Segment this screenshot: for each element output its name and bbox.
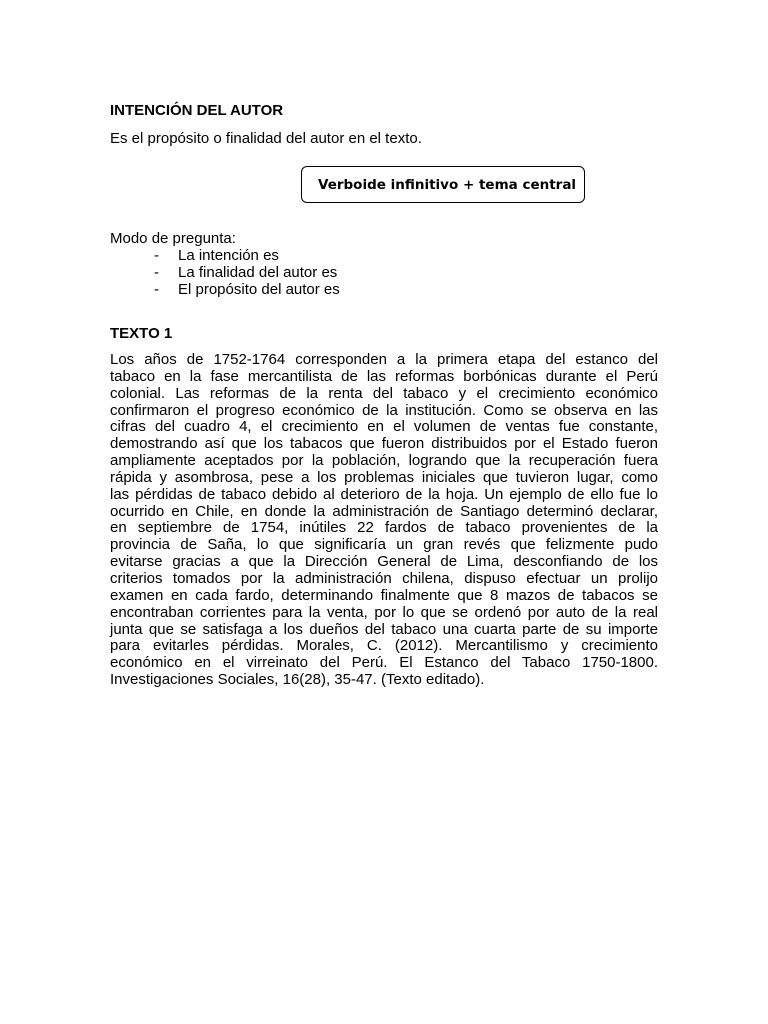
passage-line: cifras del cuadro 4, el crecimiento en el volumen de ventas fue constante, <box>110 418 658 436</box>
formula-box <box>301 166 585 203</box>
passage-line: rápida y asombrosa, pese a los problemas iniciales que tuvieron lugar, como <box>110 468 658 486</box>
passage-line: Los años de 1752-1764 corresponden a la primera etapa del estanco del <box>110 351 658 368</box>
passage-line: las pérdidas de tabaco debido al deterioro de la hoja. Un ejemplo de ello fue lo <box>110 485 658 503</box>
list-bullet: - <box>154 264 159 281</box>
passage-line: Investigaciones Sociales, 16(28), 35-47. (Texto editado). <box>110 671 485 689</box>
list-item-text: La intención es <box>178 247 279 264</box>
passage-line: confirmaron el progreso económico de la institución. Como se observa en las <box>110 401 658 419</box>
formula-text: Verboide infinitivo + tema central <box>318 176 577 193</box>
passage-line: demostrando así que los tabacos que fueron distribuidos por el Estado fueron <box>110 435 658 453</box>
passage-line: encontraban corrientes para la venta, por lo que se ordenó por auto de la real <box>110 603 658 621</box>
section-heading-intencion: INTENCIÓN DEL AUTOR <box>110 102 284 119</box>
passage-line: examen en cada fardo, determinando finalmente que 8 mazos de tabacos se <box>110 586 658 604</box>
list-bullet: - <box>154 247 159 264</box>
passage-line: económico en el virreinato del Perú. El Estanco del Tabaco 1750-1800. <box>110 654 658 672</box>
passage-line: criterios tomados por la administración chilena, dispuso efectuar un prolijo <box>110 569 658 587</box>
list-item <box>154 247 340 264</box>
question-mode-label: Modo de pregunta: <box>110 230 236 247</box>
passage-line: ocurrido en Chile, en donde la administración de Santiago determinó declarar, <box>110 502 658 520</box>
list-item <box>154 281 340 298</box>
passage-text <box>110 352 658 689</box>
passage-line: ampliamente aceptados por la población, logrando que la recuperación fuera <box>110 452 658 470</box>
passage-line: evitarse gracias a que la Dirección General de Lima, desconfiando de los <box>110 553 658 571</box>
section-heading-texto: TEXTO 1 <box>110 325 173 342</box>
passage-line: colonial. Las reformas de la renta del tabaco y el crecimiento económico <box>110 384 658 402</box>
question-mode-list <box>154 247 340 298</box>
passage-line: junta que se satisfaga a los dueños del tabaco una cuarta parte de su importe <box>110 620 658 638</box>
passage-line: tabaco en la fase mercantilista de las reformas borbónicas durante el Perú <box>110 367 658 385</box>
passage-line: en septiembre de 1754, inútiles 22 fardos de tabaco provenientes de la <box>110 519 658 537</box>
intro-sentence: Es el propósito o finalidad del autor en el texto. <box>110 130 422 147</box>
passage-line: para evitarles pérdidas. Morales, C. (2012). Mercantilismo y crecimiento <box>110 637 658 655</box>
list-item-text: El propósito del autor es <box>178 281 340 298</box>
list-item <box>154 264 340 281</box>
list-bullet: - <box>154 281 159 298</box>
passage-line: provincia de Saña, lo que significaría un gran revés que felizmente pudo <box>110 536 658 554</box>
list-item-text: La finalidad del autor es <box>178 264 338 281</box>
